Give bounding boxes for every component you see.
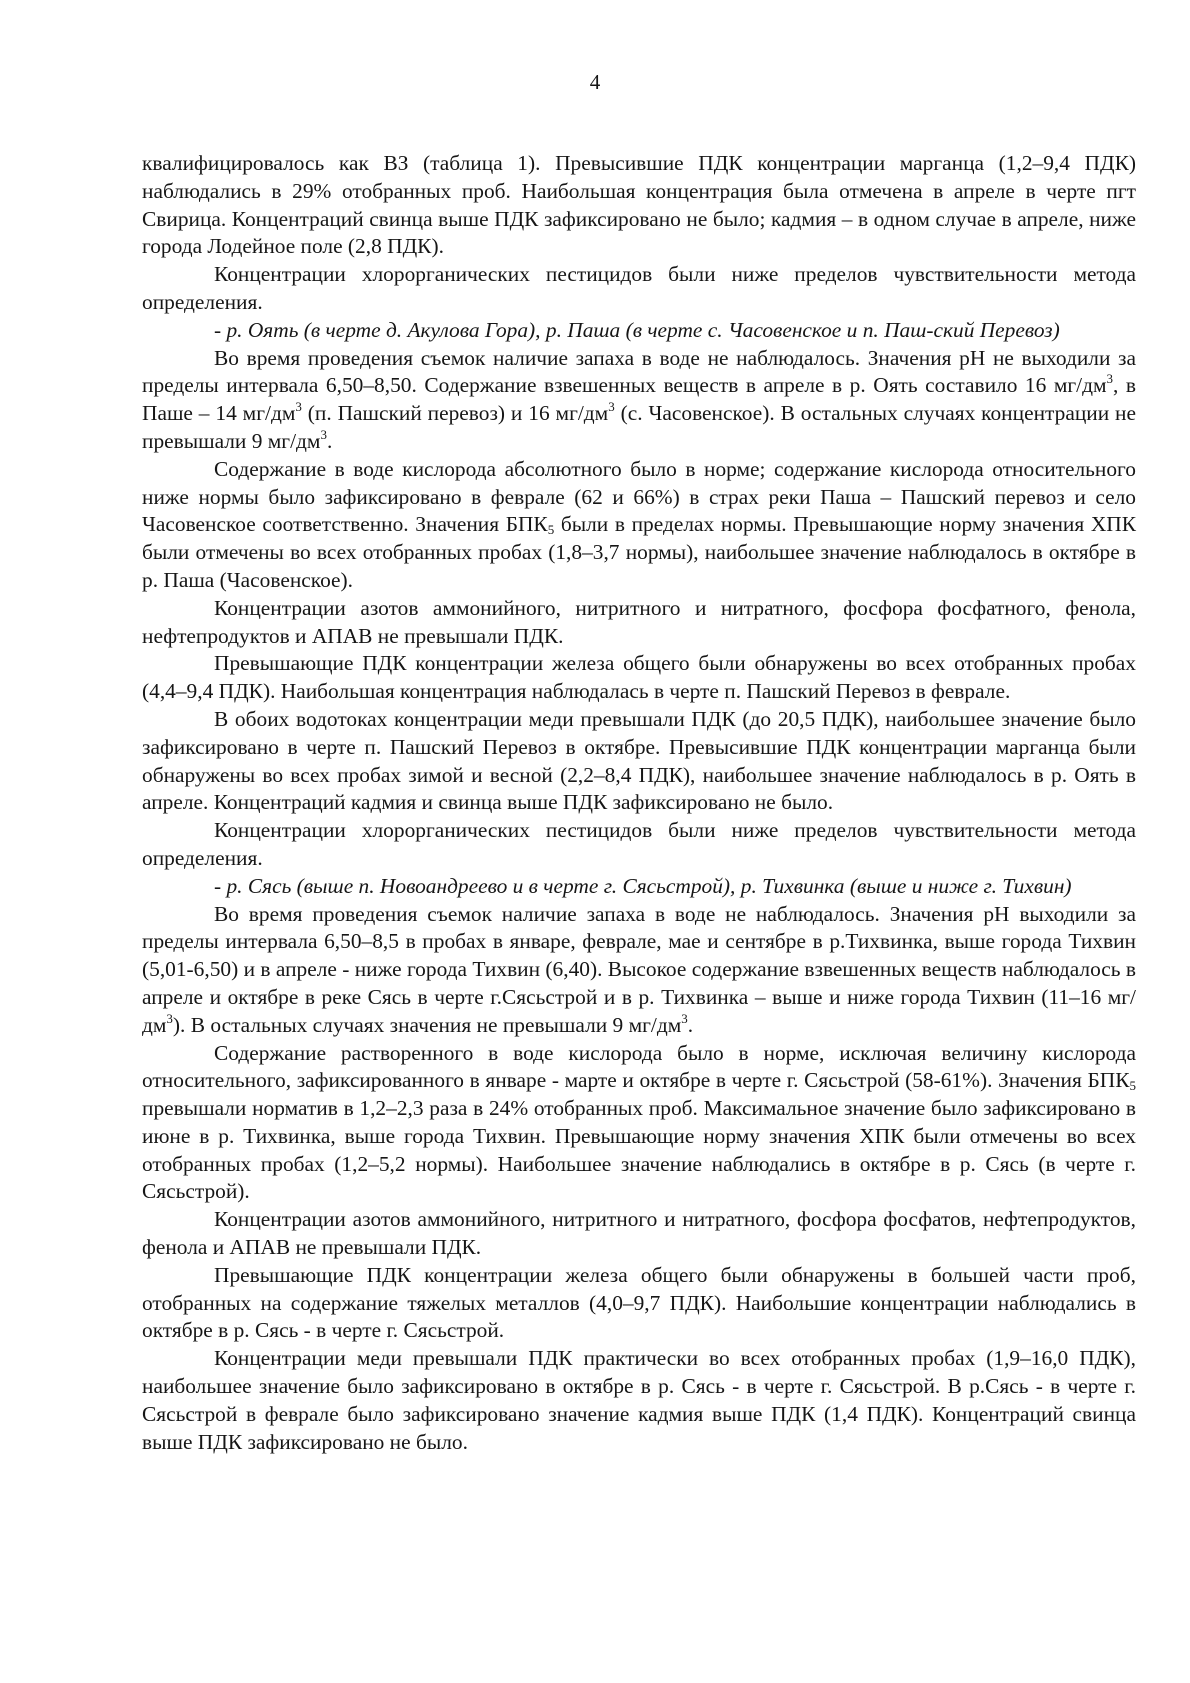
superscript: 3 (320, 426, 327, 442)
paragraph: В обоих водотоках концентрации меди превышали ПДК (до 20,5 ПДК), наибольшее значение было зафиксировано в черте п. Пашский Перевоз в октябре. Превысившие ПДК концентрации марганца были обнаружены во всех пробах зимой и весной (2,2–8,4 ПДК), наибольшее значение наблюдалось в р. Оять в апреле. Концентраций кадмия и свинца выше ПДК зафиксировано не было. (142, 706, 1136, 815)
paragraph: Концентрации азотов аммонийного, нитритного и нитратного, фосфора фосфатов, нефтепродуктов, фенола и АПАВ не превышали ПДК. (142, 1207, 1136, 1260)
page-number: 4 (589, 70, 601, 94)
superscript: 3 (295, 399, 302, 415)
paragraph: Превышающие ПДК концентрации железа общего были обнаружены в большей части проб, отобранных на содержание тяжелых металлов (4,0–9,7 ПДК). Наибольшие концентрации наблюдались в октябре в р. Сясь - в черте г. Сясьстрой. (142, 1262, 1136, 1343)
paragraph: квалифицировалось как ВЗ (таблица 1). Превысившие ПДК концентрации марганца (1,2–9,4 ПДК) наблюдались в 29% отобранных проб. Наибольшая концентрация была отмечена в апреле в черте пгт Свирица. Концентраций свинца выше ПДК зафиксировано не было; кадмия – в одном случае в апреле, ниже города Лодейное поле (2,8 ПДК). (142, 151, 1136, 259)
paragraph: Концентрации хлорорганических пестицидов были ниже пределов чувствительности метода определения. (142, 818, 1136, 870)
document-body (142, 150, 1136, 1456)
subscript: 5 (1129, 1078, 1136, 1094)
superscript: 3 (608, 399, 615, 415)
paragraph: Во время проведения съемок наличие запаха в воде не наблюдалось. Значения pH не выходили за пределы интервала 6,50–8,50. Содержание взвешенных веществ в апреле в р. Оять составило 16 $мг/дм^3$, в Паше – 14 $мг/дм^3$ (п. Пашский перевоз) и 16 $мг/дм^3$ (с. Часовенское). В остальных случаях концентрации не превышали 9 $мг/дм^3$. (142, 345, 1137, 453)
paragraph: Концентрации азотов аммонийного, нитритного и нитратного, фосфора фосфатного, фенола, нефтепродуктов и АПАВ не превышали ПДК. (142, 595, 1136, 648)
section-heading-syas-tikhvinka: - р. Сясь (выше п. Новоандреево и в черте г. Сясьстрой), р. Тихвинка (выше и ниже г. Тихвин) (214, 873, 1072, 898)
paragraph: Содержание в воде кислорода абсолютного было в норме; содержание кислорода относительного ниже нормы было зафиксировано в феврале (62 и 66%) в страх реки Паша – Пашский перевоз и село Часовенское соответственно. Значения $БПК_5$ были в пределах нормы. Превышающие норму значения ХПК были отмечены во всех отобранных пробах (1,8–3,7 нормы), наибольшее значение наблюдалось в октябре в р. Паша (Часовенское). (142, 456, 1136, 592)
paragraph: Концентрации хлорорганических пестицидов были ниже пределов чувствительности метода определения. (142, 262, 1136, 314)
paragraph: Во время проведения съемок наличие запаха в воде не наблюдалось. Значения pH выходили за пределы интервала 6,50–8,5 в пробах в январе, феврале, мае и сентябре в р.Тихвинка, выше города Тихвин (5,01-6,50) и в апреле - ниже города Тихвин (6,40). Высокое содержание взвешенных веществ наблюдалось в апреле и октябре в реке Сясь в черте г.Сясьстрой и в р. Тихвинка – выше и ниже города Тихвин (11–16 $мг/дм^3$). В остальных случаях значения не превышали 9 $мг/дм^3$. (142, 901, 1136, 1037)
subscript: 5 (547, 522, 555, 538)
section-heading-oyat-pasha: - р. Оять (в черте д. Акулова Гора), р. Паша (в черте с. Часовенское и п. Паш-ский Перевоз) (214, 317, 1060, 342)
superscript: 3 (1106, 371, 1114, 387)
paragraph: Содержание растворенного в воде кислорода было в норме, исключая величину кислорода относительного, зафиксированного в январе - марте и октябре в черте г. Сясьстрой (58-61%). Значения $БПК_5$ превышали норматив в 1,2–2,3 раза в 24% отобранных проб. Максимальное значение было зафиксировано в июне в р. Тихвинка, выше города Тихвин. Превышающие норму значения ХПК были отмечены во всех отобранных пробах (1,2–5,2 нормы). Наибольшее значение наблюдались в октябре в р. Сясь (в черте г. Сясьстрой). (142, 1040, 1136, 1204)
paragraph: Концентрации меди превышали ПДК практически во всех отобранных пробах (1,9–16,0 ПДК), наибольшее значение было зафиксировано в октябре в р. Сясь - в черте г. Сясьстрой. В р.Сясь - в черте г. Сясьстрой в феврале было зафиксировано значение кадмия выше ПДК (1,4 ПДК). Концентраций свинца выше ПДК зафиксировано не было. (142, 1346, 1136, 1454)
superscript: 3 (681, 1010, 688, 1026)
superscript: 3 (166, 1010, 173, 1026)
paragraph: Превышающие ПДК концентрации железа общего были обнаружены во всех отобранных пробах (4,4–9,4 ПДК). Наибольшая концентрация наблюдалась в черте п. Пашский Перевоз в феврале. (142, 651, 1136, 704)
